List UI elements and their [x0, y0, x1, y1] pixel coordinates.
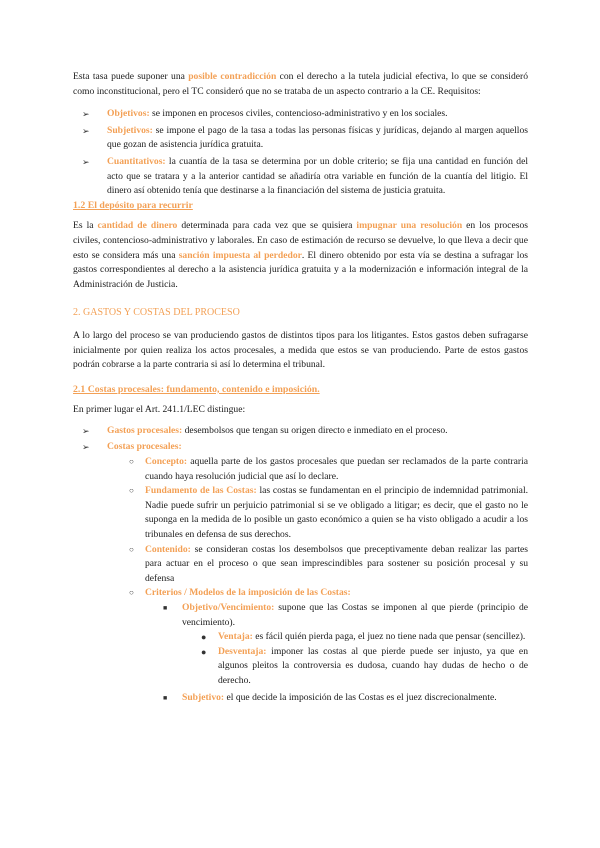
arrow-bullet-icon: ➢: [82, 156, 90, 167]
list-item: ● Ventaja: es fácil quién pierda paga, el juez no tiene nada que pensar (sencillez).: [73, 630, 528, 645]
section-heading: 1.2 El depósito para recurrir: [73, 199, 193, 211]
list-item: ○ Criterios / Modelos de la imposición de las Costas:: [73, 586, 528, 601]
list-item: ○ Concepto: aquella parte de los gastos procesales que puedan ser reclamados de la parte contraria cuando haya resolución judicial que así lo declare.: [129, 456, 528, 482]
dot-bullet-icon: ●: [201, 646, 207, 657]
list-item: ● Desventaja: imponer las costas al que pierde puede ser injusto, ya que en algunos pleitos la controversia es dudosa, cuando hay dudas de hecho o de derecho.: [201, 645, 528, 686]
list-item: ■ Subjetivo: el que decide la imposición de las Costas es el juez discrecionalmente.: [73, 691, 528, 706]
intro-paragraph: Esta tasa puede suponer una posible contradicción con el derecho a la tutela judicial efectiva, lo que se consideró como inconstitucional, pero el TC consideró que no se trataba de un aspecto contrario a la CE. Requisitos:: [73, 71, 528, 97]
square-bullet-icon: ■: [163, 604, 168, 612]
arrow-bullet-icon: ➢: [82, 442, 90, 453]
list-item: ➢ Cuantitativos: la cuantía de la tasa se determina por un doble criterio; se fija una cantidad en función del acto que se tratara y a la anterior cantidad se añadiría otra variable en función de la cuantía del litigio. El dinero así obtenido tenía que destinarse a la financiación del sistema de justicia gratuita.: [82, 155, 528, 197]
list-item: ○ Fundamento de las Costas: las costas se fundamentan en el principio de indemnidad patrimonial. Nadie puede sufrir un perjuicio patrimonial si se ve obligado a litigar; es decir, que el gasto no le suponga en la medida de lo posible un gasto económico a quien se ha visto obligado a acudir a los tribunales en defensa de sus derechos.: [129, 485, 529, 541]
list-item: ○ Contenido: se consideran costas los desembolsos que preceptivamente deban realizar las partes para actuar en el proceso o que sean imprescindibles para sostener su posición procesal y su defensa: [129, 543, 528, 584]
list-item: ➢ Objetivos: se imponen en procesos civiles, contencioso-administrativo y en los sociales.: [73, 107, 528, 122]
square-bullet-icon: ■: [163, 693, 168, 702]
circle-bullet-icon: ○: [129, 486, 134, 496]
list-item: ■ Objetivo/Vencimiento: supone que las Costas se imponen al que pierde (principio de vencimiento).: [163, 602, 528, 628]
list-item: ➢ Gastos procesales: desembolsos que tengan su origen directo e inmediato en el proceso.: [73, 424, 528, 439]
circle-bullet-icon: ○: [129, 544, 134, 554]
arrow-bullet-icon: ➢: [82, 425, 90, 436]
dot-bullet-icon: ●: [201, 632, 207, 643]
section-paragraph: Es la cantidad de dinero determinada para cada vez que se quisiera impugnar una resolución en los procesos civiles, contencioso-administrativo y laborales. En caso de estimación de recurso se devuelve, lo que lleva a decir que esto se considera más una sanción impuesta al perdedor. El dinero obtenido por esta vía se destina a sufragar los gastos correspondientes al derecho a la asistencia jurídica gratuita y a la modernización e información integral de la Administración de Justicia.: [73, 220, 528, 290]
section-heading: 2.1 Costas procesales: fundamento, contenido e imposición.: [73, 383, 320, 395]
section-paragraph: A lo largo del proceso se van produciendo gastos de distintos tipos para los litigantes. Estos gastos deben sufragarse inicialmente por quien realiza los actos procesales, a medida que estos se van produciendo. Parte de estos gastos podrán cobrarse a la parte contraria si así lo determina el tribunal.: [73, 329, 528, 371]
circle-bullet-icon: ○: [129, 588, 134, 598]
section-intro: En primer lugar el Art. 241.1/LEC distingue:: [73, 404, 246, 416]
highlight-text: posible contradicción: [188, 71, 277, 82]
list-item: ➢ Subjetivos: se impone el pago de la tasa a todas las personas físicas y jurídicas, dejando al margen aquellos que gozan de asistencia jurídica gratuita.: [82, 124, 528, 151]
arrow-bullet-icon: ➢: [82, 109, 90, 120]
document-page: [73, 70, 528, 705]
section-heading: 2. GASTOS Y COSTAS DEL PROCESO: [73, 307, 240, 319]
arrow-bullet-icon: ➢: [82, 125, 90, 136]
circle-bullet-icon: ○: [129, 457, 134, 467]
list-item: ➢ Costas procesales:: [73, 440, 528, 455]
